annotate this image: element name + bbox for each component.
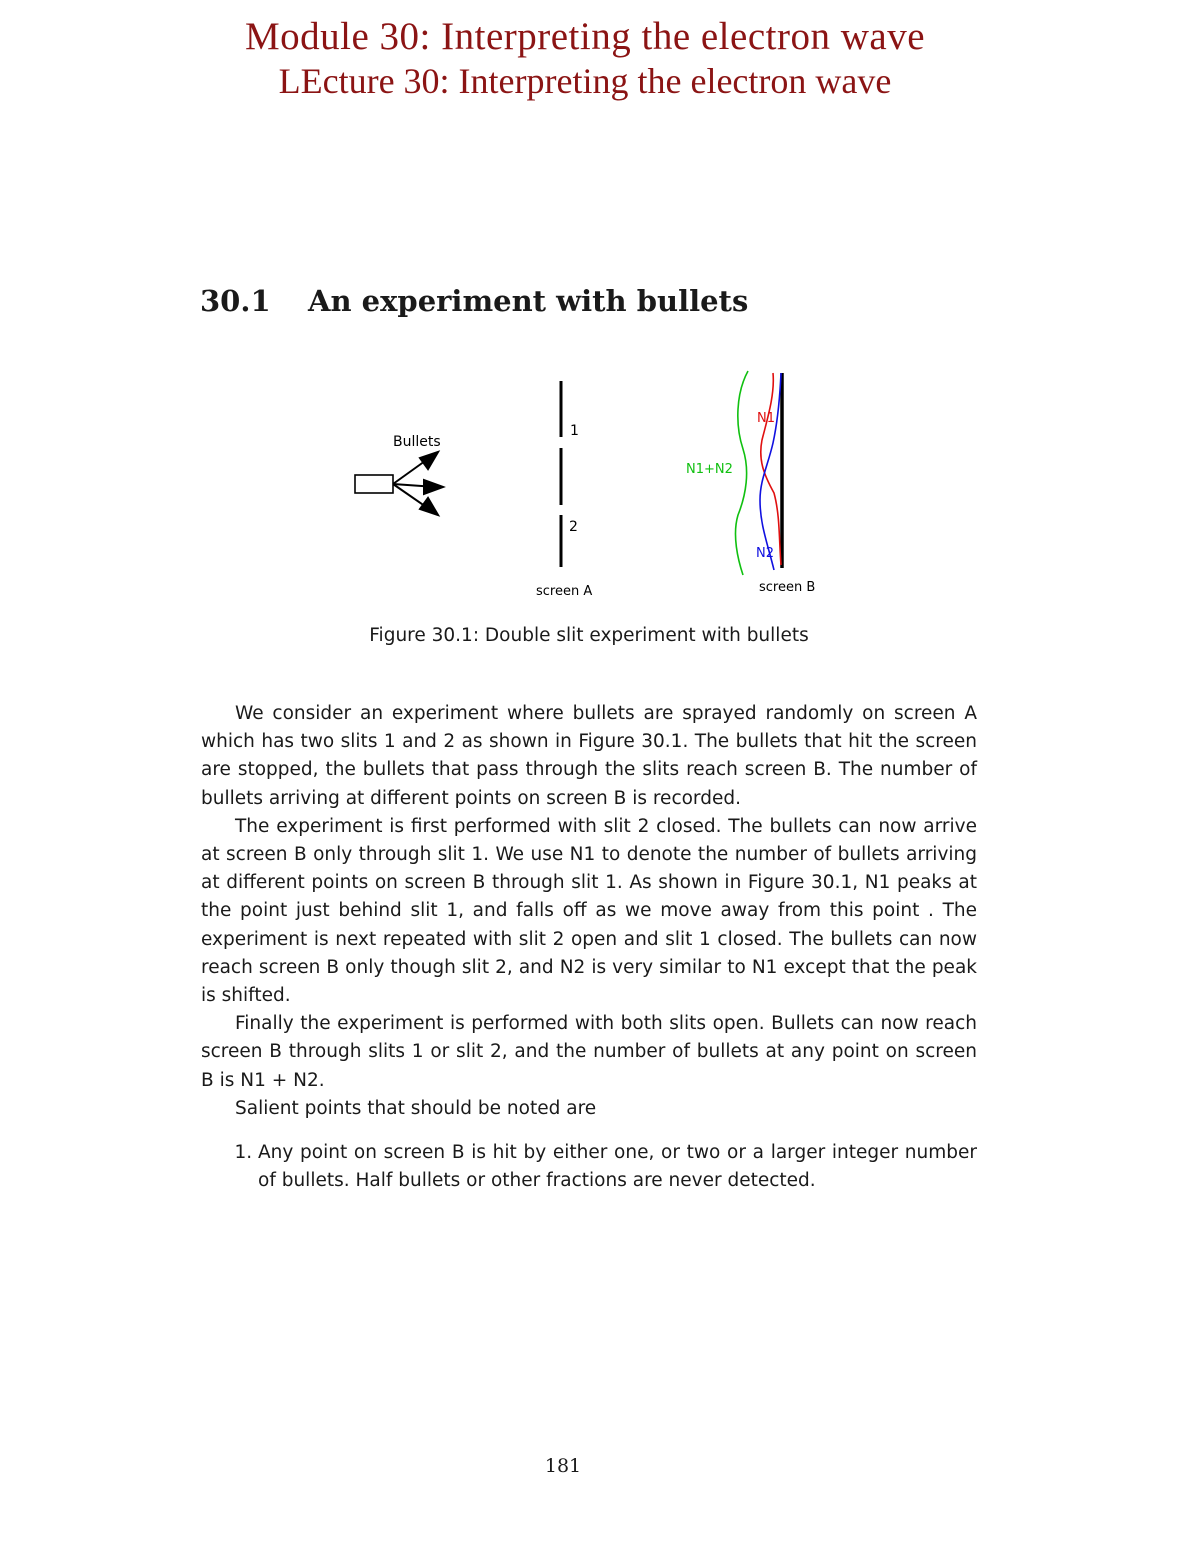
bullets-label: Bullets [393,434,441,450]
page-number: 181 [544,1455,582,1477]
figure-caption: Figure 30.1: Double slit experiment with bullets [369,625,809,646]
lecture-title: LEcture 30: Interpreting the electron wave [278,61,892,101]
section-number: 30.1 [200,284,271,318]
n1-plus-n2-label: N1+N2 [686,462,733,477]
body-text [201,700,977,1195]
n1-curve [761,373,781,565]
section-title: An experiment with bullets [308,284,749,318]
paragraph: Finally the experiment is performed with both slits open. Bullets can now reach screen B through slits 1 or slit 2, and the number of bullets at any point on screen B is N1 + N2. [201,1013,977,1091]
paragraph: We consider an experiment where bullets are sprayed randomly on screen A which has two slits 1 and 2 as shown in Figure 30.1. The bullets that hit the screen are stopped, the bullets that pass through the slits reach screen B. The number of bullets arriving at different points on screen B is recorded. [201,703,977,809]
double-slit-figure [340,365,820,605]
bullet-arrows [393,452,443,515]
double-slit-diagram [340,365,820,605]
n1-label: N1 [757,411,775,426]
n2-label: N2 [756,546,774,561]
salient-points-list [201,1139,977,1195]
bullet-gun [355,475,393,493]
list-item: 1. Any point on screen B is hit by either one, or two or a larger integer number of bullets. Half bullets or other fractions are never detected. [258,1139,977,1195]
screen-a-label: screen A [536,584,593,599]
paragraph: The experiment is first performed with slit 2 closed. The bullets can now arrive at screen B only through slit 1. We use N1 to denote the number of bullets arriving at different points on screen B through slit 1. As shown in Figure 30.1, N1 peaks at the point just behind slit 1, and falls off as we move away from this point . The experiment is next repeated with slit 2 open and slit 1 closed. The bullets can now reach screen B only though slit 2, and N2 is very similar to N1 except that the peak is shifted. [201,815,977,1007]
screen-b-label: screen B [759,580,816,595]
n1-plus-n2-curve [735,371,748,575]
slit-1-label: 1 [570,423,579,439]
section-heading [200,284,748,318]
paragraph: Salient points that should be noted are [235,1097,597,1119]
module-title: Module 30: Interpreting the electron wave [244,15,925,58]
slit-2-label: 2 [569,519,578,535]
